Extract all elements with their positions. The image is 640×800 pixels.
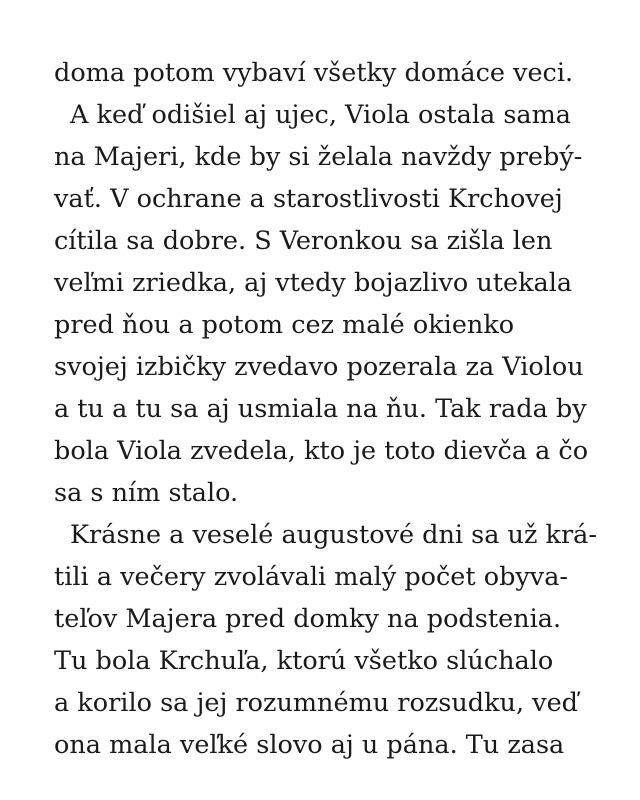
text-line-14: teľov Majera pred domky na podstenia. bbox=[54, 604, 562, 634]
text-line-10: bola Viola zvedela, kto je toto dievča a čo bbox=[54, 436, 589, 466]
text-line-8: svojej izbičky zvedavo pozerala za Violou bbox=[54, 352, 584, 382]
text-line-5: cítila sa dobre. S Veronkou sa zišla len bbox=[54, 226, 553, 256]
text-line-15: Tu bola Krchuľa, ktorú všetko slúchalo bbox=[54, 646, 554, 676]
text-line-2: A keď odišiel aj ujec, Viola ostala sama bbox=[70, 100, 572, 130]
text-line-13: tili a večery zvolávali malý počet obyva- bbox=[54, 562, 569, 592]
text-line-16: a korilo sa jej rozumnému rozsudku, veď bbox=[54, 688, 578, 718]
text-line-17: ona mala veľké slovo aj u pána. Tu zasa bbox=[54, 730, 565, 760]
text-line-7: pred ňou a potom cez malé okienko bbox=[54, 310, 515, 340]
text-line-3: na Majeri, kde by si želala navždy prebý- bbox=[54, 142, 583, 172]
text-line-12: Krásne a veselé augustové dni sa už krá- bbox=[70, 520, 597, 550]
text-line-11: sa s ním stalo. bbox=[54, 478, 239, 508]
text-line-6: veľmi zriedka, aj vtedy bojazlivo utekala bbox=[54, 268, 573, 298]
body-text bbox=[54, 52, 614, 766]
text-line-9: a tu a tu sa aj usmiala na ňu. Tak rada by bbox=[54, 394, 587, 424]
text-line-1: doma potom vybaví všetky domáce veci. bbox=[54, 58, 574, 88]
text-line-4: vať. V ochrane a starostlivosti Krchovej bbox=[54, 184, 563, 214]
